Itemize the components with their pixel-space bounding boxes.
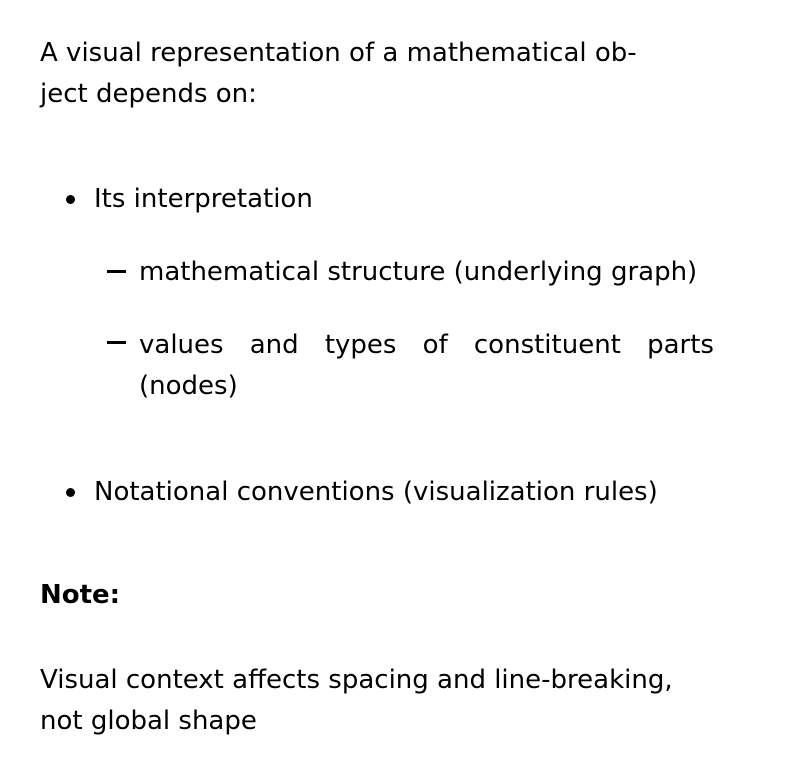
dash-icon <box>107 341 126 344</box>
bullet-label: Its interpretation <box>94 184 313 214</box>
sub-item-text <box>139 332 714 358</box>
sub-item-word: and <box>249 330 299 360</box>
bullet-dot-icon <box>66 488 75 497</box>
sub-item-word: values <box>139 330 224 360</box>
note-line-2: not global shape <box>40 706 257 736</box>
sub-item-word: parts <box>647 330 714 360</box>
intro-line-1: A visual representation of a mathematical ob- <box>40 38 637 68</box>
sub-item-text: mathematical structure (underlying graph) <box>139 257 698 287</box>
sub-item-word: constituent <box>473 330 621 360</box>
sub-item-continuation: (nodes) <box>139 371 238 401</box>
sub-item-word: types <box>324 330 397 360</box>
sub-item-word: of <box>422 330 448 360</box>
dash-icon <box>107 270 126 273</box>
note-line-1: Visual context affects spacing and line-breaking, <box>40 665 673 695</box>
bullet-label: Notational conventions (visualization rules) <box>94 477 658 507</box>
intro-line-2: ject depends on: <box>40 79 257 109</box>
bullet-dot-icon <box>66 195 75 204</box>
note-heading: Note: <box>40 580 121 610</box>
